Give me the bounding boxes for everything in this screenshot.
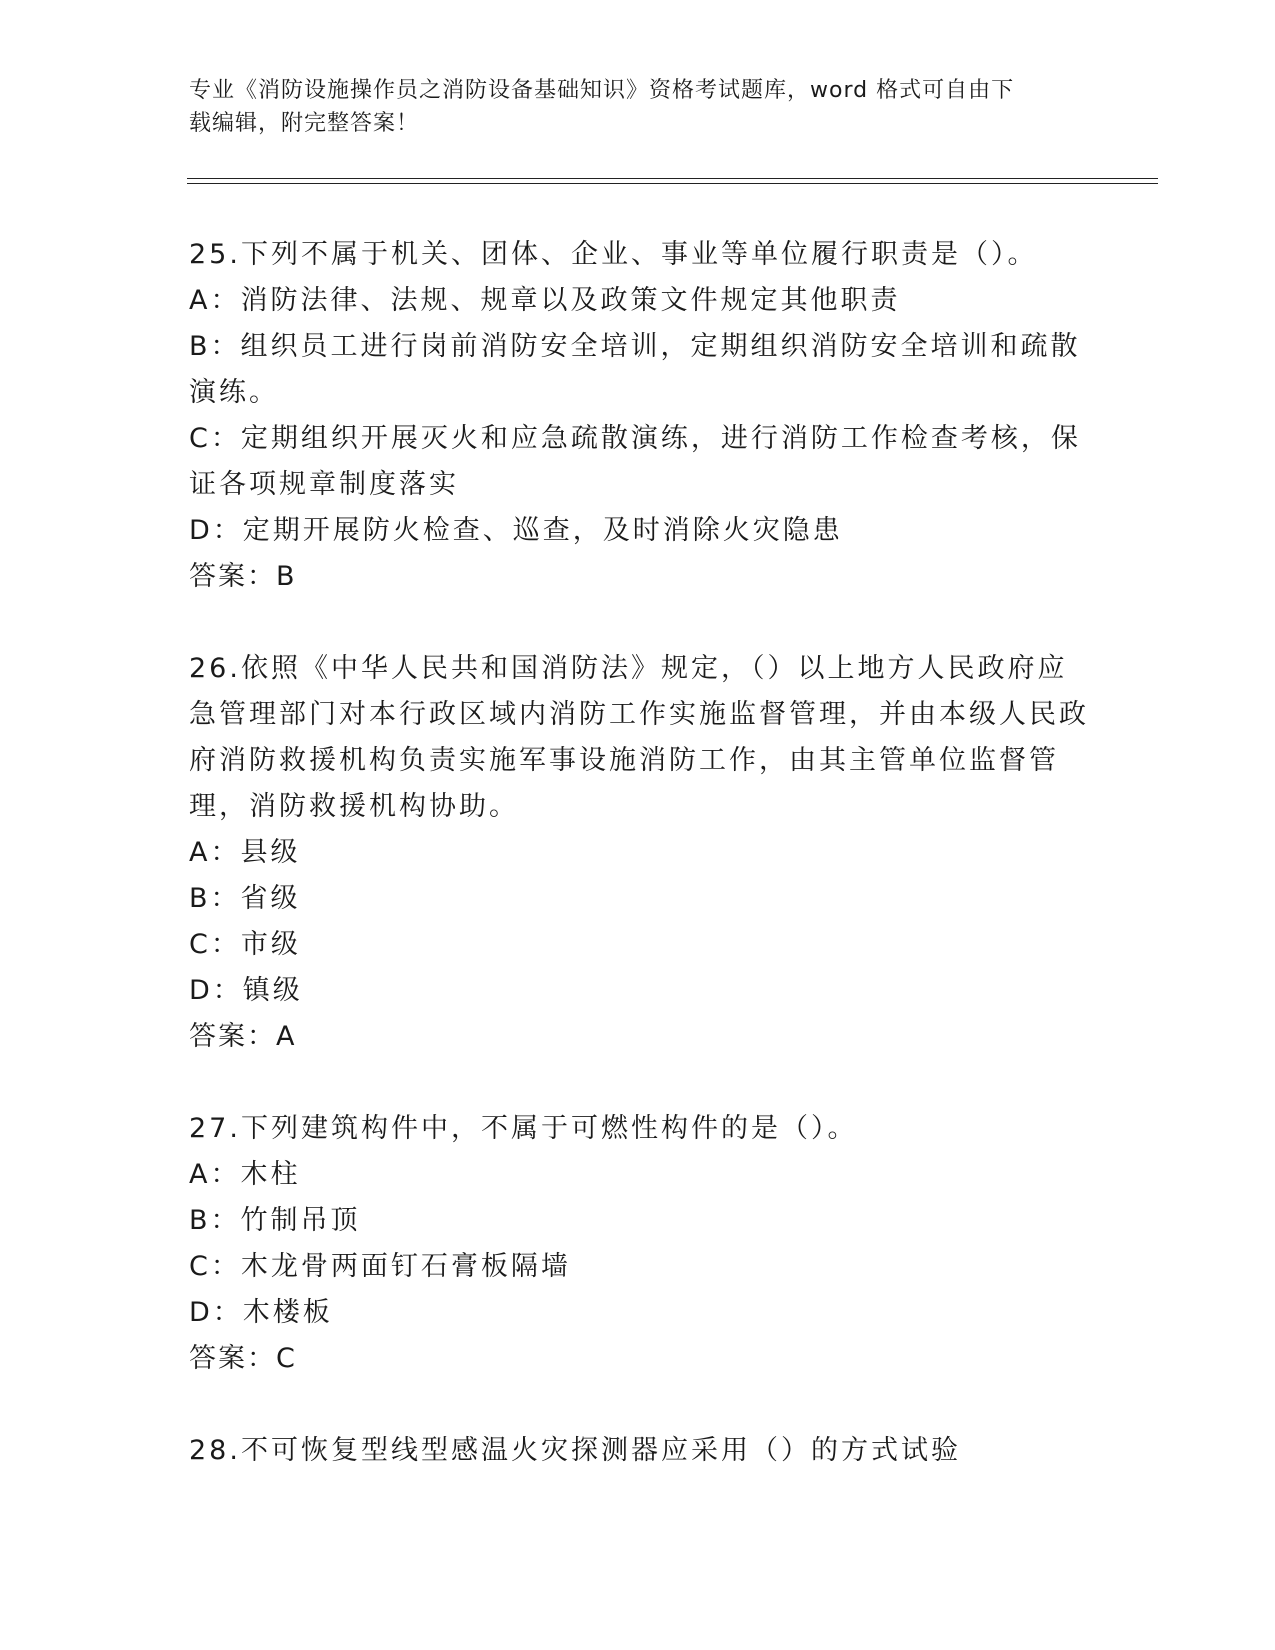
option-d: D：镇级 bbox=[189, 975, 303, 1006]
option-d: D：定期开展防火检查、巡查，及时消除火灾隐患 bbox=[189, 515, 843, 546]
option-a: A：木柱 bbox=[189, 1159, 301, 1190]
header-line: 专业《消防设施操作员之消防设备基础知识》资格考试题库，word 格式可自由下 bbox=[189, 78, 1015, 103]
question-25 bbox=[189, 232, 1089, 600]
option-c: C：市级 bbox=[189, 929, 301, 960]
option-a: A：县级 bbox=[189, 837, 301, 868]
document-header bbox=[189, 74, 1089, 140]
header-divider bbox=[187, 183, 1158, 184]
question-list bbox=[189, 232, 1089, 1520]
option-a: A：消防法律、法规、规章以及政策文件规定其他职责 bbox=[189, 285, 901, 316]
question-stem: 26.依照《中华人民共和国消防法》规定，（）以上地方人民政府应急管理部门对本行政区域内消防工作实施监督管理，并由本级人民政府消防救援机构负责实施军事设施消防工作，由其主管单位监督管理，消防救援机构协助。 bbox=[189, 653, 1089, 822]
question-28 bbox=[189, 1428, 1089, 1474]
header-line: 载编辑，附完整答案！ bbox=[189, 111, 420, 136]
answer: 答案：C bbox=[189, 1343, 297, 1374]
option-b: B：组织员工进行岗前消防安全培训，定期组织消防安全培训和疏散演练。 bbox=[189, 331, 1081, 408]
question-stem: 28.不可恢复型线型感温火灾探测器应采用（）的方式试验 bbox=[189, 1435, 961, 1466]
header-divider bbox=[187, 178, 1158, 179]
question-stem: 25.下列不属于机关、团体、企业、事业等单位履行职责是（）。 bbox=[189, 239, 1038, 270]
option-b: B：竹制吊顶 bbox=[189, 1205, 361, 1236]
option-d: D：木楼板 bbox=[189, 1297, 333, 1328]
option-c: C：定期组织开展灭火和应急疏散演练，进行消防工作检查考核，保证各项规章制度落实 bbox=[189, 423, 1081, 500]
answer: 答案：A bbox=[189, 1021, 297, 1052]
option-c: C：木龙骨两面钉石膏板隔墙 bbox=[189, 1251, 571, 1282]
option-b: B：省级 bbox=[189, 883, 301, 914]
question-27 bbox=[189, 1106, 1089, 1382]
question-26 bbox=[189, 646, 1089, 1060]
answer: 答案：B bbox=[189, 561, 297, 592]
question-stem: 27.下列建筑构件中，不属于可燃性构件的是（）。 bbox=[189, 1113, 858, 1144]
